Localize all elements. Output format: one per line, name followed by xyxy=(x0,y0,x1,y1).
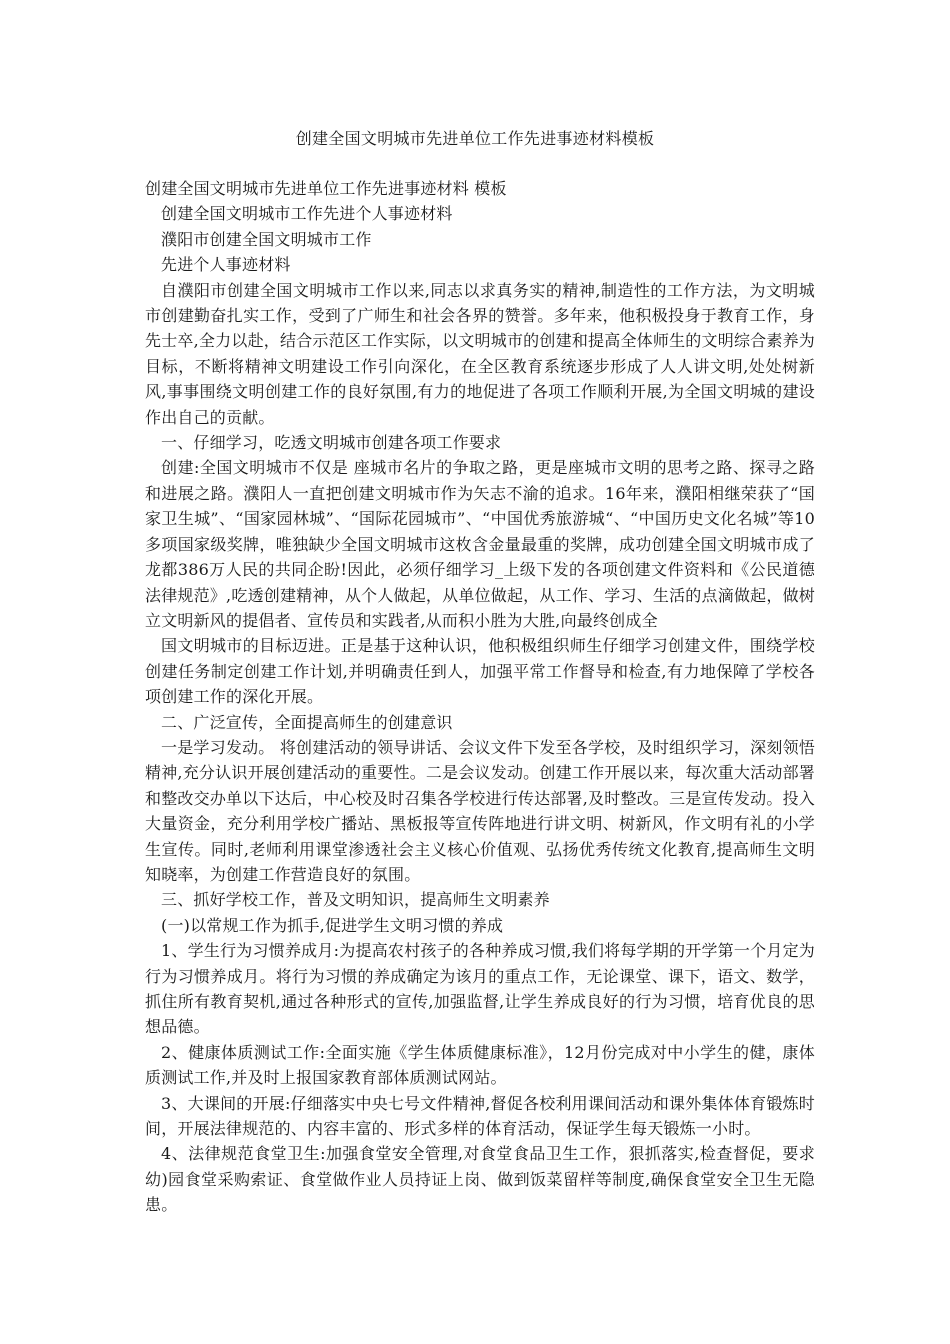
body-paragraph: 2、健康体质测试工作:全面实施《学生体质健康标准》，12月份完成对中小学生的健，康体质测试工作,并及时上报国家教育部体质测试网站。 xyxy=(145,1042,815,1088)
body-paragraph: 国文明城市的目标迈进。正是基于这种认识，他积极组织师生仔细学习创建文件，围绕学校创建任务制定创建工作计划,并明确责任到人，加强平常工作督导和检查,有力地保障了学校各项创建工作的深化开展。 xyxy=(145,636,815,707)
body-paragraph: 创建:全国文明城市不仅是 座城市名片的争取之路，更是座城市文明的思考之路、探寻之路和进展之路。濮阳人一直把创建文明城市作为矢志不渝的追求。16年来，濮阳相继荣获了“国家卫生城”、“国家园林城”、“国际花园城市”、“中国优秀旅游城“、“中国历史文化名城”等10多项国家级奖牌，唯独缺少全国文明城市这枚含金量最重的奖牌，成功创建全国文明城市成了龙都386万人民的共同企盼!因此，必须仔细学习_上级下发的各项创建文件资料和《公民道德法律规范》,吃透创建精神，从个人做起，从单位做起，从工作、学习、生活的点滴做起，做树立文明新风的提倡者、宣传员和实践者,从而积小胜为大胜,向最终创成全 xyxy=(145,458,815,630)
document-body xyxy=(145,176,815,1218)
body-paragraph: 自濮阳市创建全国文明城市工作以来,同志以求真务实的精神,制造性的工作方法，为文明城市创建勤奋扎实工作，受到了广师生和社会各界的赞誉。多年来，他积极投身于教育工作，身先士卒,全力以赴，结合示范区工作实际，以文明城市的创建和提高全体师生的文明综合素养为目标，不断将精神文明建设工作引向深化，在全区教育系统逐步形成了人人讲文明,处处树新风,事事围绕文明创建工作的良好氛围,有力的地促进了各项工作顺利开展,为全国文明城的建设作出自己的贡献。 xyxy=(145,280,815,427)
body-paragraph: 3、大课间的开展:仔细落实中央七号文件精神,督促各校利用课间活动和课外集体体育锻炼时间，开展法律规范的、内容丰富的、形式多样的体育活动，保证学生每天锻炼一小时。 xyxy=(145,1093,815,1139)
body-paragraph: 濮阳市创建全国文明城市工作 xyxy=(161,229,372,249)
body-paragraph: 三、抓好学校工作，普及文明知识，提高师生文明素养 xyxy=(161,890,550,910)
body-paragraph: 创建全国文明城市先进单位工作先进事迹材料 模板 xyxy=(145,179,507,198)
body-paragraph: 一是学习发动。 将创建活动的领导讲话、会议文件下发至各学校，及时组织学习，深刻领悟精神,充分认识开展创建活动的重要性。二是会议发动。创建工作开展以来，每次重大活动部署和整改交办单以下达后，中心校及时召集各学校进行传达部署,及时整改。三是宣传发动。投入大量资金，充分利用学校广播站、黑板报等宣传阵地进行讲文明、树新风，作文明有礼的小学生宣传。同时,老师利用课堂渗透社会主义核心价值观、弘扬优秀传统文化教育,提高师生文明知晓率，为创建工作营造良好的氛围。 xyxy=(145,737,815,884)
body-paragraph: 先进个人事迹材料 xyxy=(161,255,291,275)
body-paragraph: 4、法律规范食堂卫生:加强食堂安全管理,对食堂食品卫生工作，狠抓落实,检查督促，要求幼)园食堂采购索证、食堂做作业人员持证上岗、做到饭菜留样等制度,确保食堂安全卫生无隐患。 xyxy=(145,1144,815,1215)
body-paragraph: 一、仔细学习，吃透文明城市创建各项工作要求 xyxy=(161,433,502,453)
body-paragraph: 1、学生行为习惯养成月:为提高农村孩子的各种养成习惯,我们将每学期的开学第一个月定为行为习惯养成月。将行为习惯的养成确定为该月的重点工作，无论课堂、课下，语文、数学，抓住所有教育契机,通过各种形式的宣传,加强监督,让学生养成良好的行为习惯，培育优良的思想品德。 xyxy=(145,941,815,1037)
body-paragraph: 创建全国文明城市工作先进个人事迹材料 xyxy=(161,204,453,224)
body-paragraph: (一)以常规工作为抓手,促进学生文明习惯的养成 xyxy=(161,915,504,935)
body-paragraph: 二、广泛宣传，全面提高师生的创建意识 xyxy=(161,712,453,732)
document-title: 创建全国文明城市先进单位工作先进事迹材料模板 xyxy=(295,129,655,148)
